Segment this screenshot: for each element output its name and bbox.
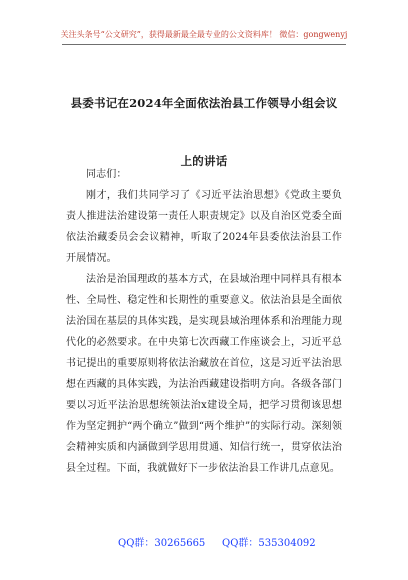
footer-qq-group-1: QQ群：30265665 [118,538,206,549]
document-title: 县委书记在2024年全面依法治县工作领导小组会议上的讲话 [70,96,338,168]
salutation: 同志们： [86,169,127,180]
header-banner: 关注头条号“公文研究”，获得最新最全最专业的公文资料库！ 微信：gongwenyj [60,30,348,39]
document-body [66,164,342,479]
footer-qq-group-2: QQ群：535304092 [222,538,316,549]
paragraph-2: 法治是治国理政的基本方式，在县域治理中同样具有根本性、全局性、稳定性和长期性的重要意义。依法治县是全面依法治国在基层的具体实践，是实现县域治理体系和治理能力现代化的必然要求。在中央第七次西藏工作座谈会上，习近平总书记提出的重要原则将依法治藏放在首位，这是习近平法治思想在西藏的具体实践，为法治西藏建设指明方向。各级各部门要以习近平法治思想统领法治x建设全局，把学习贯彻该思想作为坚定拥护“两个确立”做到“两个维护”的实际行动。深刻领会精神实质和内涵做到学思用贯通、知信行统一，贯穿依法治县全过程。下面，我就做好下一步依法治县工作讲几点意见。 [66,274,342,474]
header-divider [62,44,346,45]
paragraph-1: 刚才，我们共同学习了《习近平法治思想》《党政主要负责人推进法治建设第一责任人职责规定》以及自治区党委全面依法治藏委员会会议精神，听取了2024年县委依法治县工作开展情况。 [66,190,342,264]
